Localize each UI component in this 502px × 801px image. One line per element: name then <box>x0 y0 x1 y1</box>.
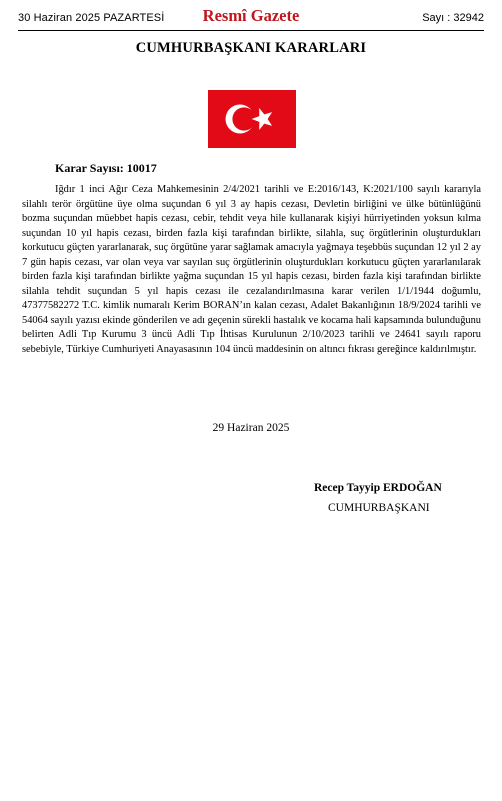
turkish-flag-icon <box>208 90 296 148</box>
header-divider <box>18 30 484 31</box>
gazette-title: Resmî Gazete <box>202 6 300 25</box>
issue-number: Sayı : 32942 <box>422 12 484 24</box>
signer-name: Recep Tayyip ERDOĞAN <box>314 482 442 494</box>
signer-title: CUMHURBAŞKANI <box>328 502 430 514</box>
signature-date: 29 Haziran 2025 <box>212 422 290 434</box>
gazette-header <box>18 6 484 30</box>
decision-number-value: 10017 <box>126 161 157 175</box>
decision-number <box>55 161 157 176</box>
decision-number-label: Karar Sayısı: <box>55 161 124 175</box>
decision-body: Iğdır 1 inci Ağır Ceza Mahkemesinin 2/4/2021 tarihli ve E:2016/143, K:2021/100 sayılı kararıyla silahlı terör örgütüne üye olma suçundan 6 yıl 3 ay hapis cezası, Devletin birliğini ve ülke bütünlüğünü bozma suçundan müebbet hapis cezası, cebir, tehdit veya hile kullanarak kişiyi hürriyetinden yoksun kılma suçundan 10 yıl hapis cezası, birden fazla kişi tarafından birlikte, silahla, suç örgütlerinin oluşturdukları korkutucu güçten yararlanarak, suç örgütüne yarar sağlamak amacıyla yağmaya teşebbüs suçundan 12 yıl 2 ay 7 gün hapis cezası, var olan veya var sayılan suç örgütlerinin oluşturdukları korkutucu güçten yararlanılarak birden fazla kişi tarafından birlikte yağma suçundan 15 yıl hapis cezası, birden fazla kişi tarafından birlikte silahla tehdit suçundan 5 yıl hapis cezası ile cezalandırılmasına karar verilen 1/1/1944 doğumlu, 47377582272 T.C. kimlik numaralı Kerim BORAN’ın kalan cezası, Adalet Bakanlığının 18/9/2024 tarihli ve 54064 sayılı yazısı ekinde gönderilen ve adı geçenin sürekli hastalık ve kocama hali kapsamında bulunduğunu belirten Adli Tıp Kurumu 3 üncü Adli Tıp İhtisas Kurulunun 2/10/2023 tarihli ve 24641 sayılı raporu sebebiyle, Türkiye Cumhuriyeti Anayasasının 104 üncü maddesinin on altıncı fıkrası gereğince kaldırılmıştır. <box>22 184 481 355</box>
issue-date: 30 Haziran 2025 PAZARTESİ <box>18 12 165 24</box>
section-title: CUMHURBAŞKANI KARARLARI <box>135 40 367 56</box>
